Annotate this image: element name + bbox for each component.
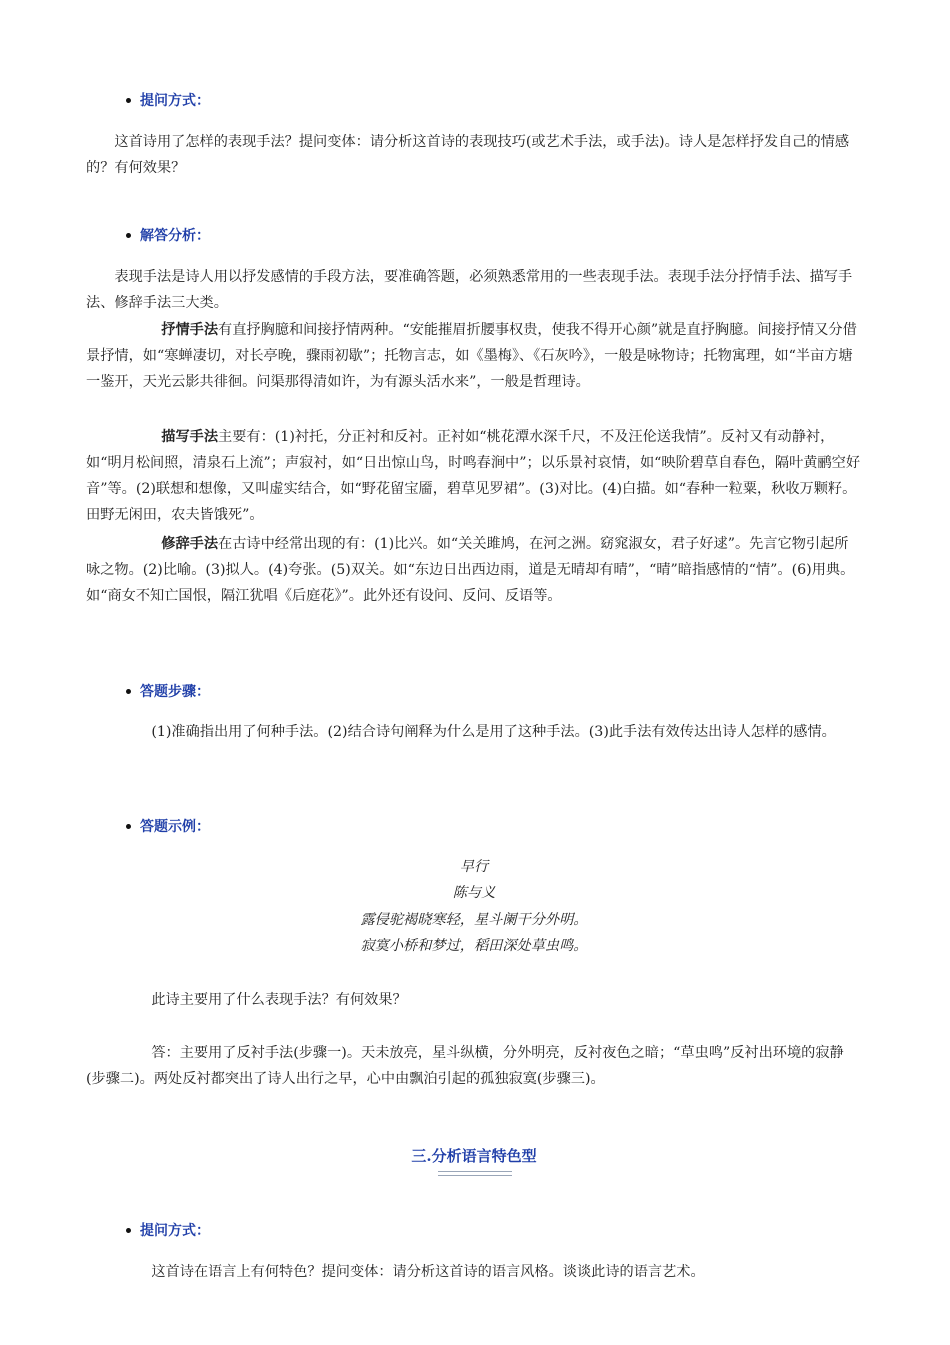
heading-label: 提问方式： (140, 93, 210, 109)
description-technique-paragraph (86, 424, 862, 528)
poem-title: 早行 (459, 859, 489, 875)
bullet-icon (126, 689, 131, 694)
heading-analysis (126, 225, 210, 245)
section-title: 三.分析语言特色型 (411, 1147, 537, 1165)
analysis-intro: 表现手法是诗人用以抒发感情的手段方法，要准确答题，必须熟悉常用的一些表现手法。表现手法分抒情手法、描写手法、修辞手法三大类。 (86, 269, 853, 311)
bullet-icon (126, 1228, 131, 1233)
question-format-text: 这首诗用了怎样的表现手法？提问变体：请分析这首诗的表现技巧(或艺术手法，或手法)。诗人是怎样抒发自己的情感的？有何效果？ (86, 134, 850, 176)
answer-steps-text: (1)准确指出用了何种手法。(2)结合诗句阐释为什么是用了这种手法。(3)此手法有效传达出诗人怎样的感情。 (151, 724, 836, 740)
poem-line: 寂寞小桥和梦过，稻田深处草虫鸣。 (360, 938, 588, 954)
heading-label: 提问方式： (140, 1223, 210, 1239)
heading-question-format-2 (126, 1220, 210, 1240)
example-question: 此诗主要用了什么表现手法？有何效果？ (151, 992, 407, 1008)
bullet-icon (126, 824, 131, 829)
rhetoric-technique-paragraph (86, 531, 862, 609)
heading-answer-steps (126, 681, 210, 701)
description-technique-term: 描写手法 (161, 429, 219, 445)
heading-question-format (126, 90, 210, 110)
lyric-technique-term: 抒情手法 (161, 322, 219, 338)
bullet-icon (126, 98, 131, 103)
rhetoric-technique-text: 在古诗中经常出现的有：(1)比兴。如“关关雎鸠，在河之洲。窈窕淑女，君子好逑”。先言它物引起所咏之物。(2)比喻。(3)拟人。(4)夸张。(5)双关。如“东边日出西边雨，道是无晴却有晴”，“晴”暗指感情的“情”。(6)用典。如“商女不知亡国恨，隔江犹唱《后庭花》”。此外还有设问、反问、反语等。 (86, 536, 855, 604)
example-answer: 答：主要用了反衬手法(步骤一)。天未放亮，星斗纵横，分外明亮，反衬夜色之暗；“草虫鸣”反衬出环境的寂静(步骤二)。两处反衬都突出了诗人出行之早，心中由飘泊引起的孤独寂寞(步骤三)。 (86, 1045, 844, 1087)
bullet-icon (126, 233, 131, 238)
description-technique-text: 主要有：(1)衬托，分正衬和反衬。正衬如“桃花潭水深千尺，不及汪伦送我情”。反衬又有动静衬，如“明月松间照，清泉石上流”；声寂衬，如“日出惊山鸟，时鸣春涧中”；以乐景衬哀情，如“映阶碧草自春色，隔叶黄鹂空好音”等。(2)联想和想像，又叫虚实结合，如“野花留宝靥，碧草见罗裙”。(3)对比。(4)白描。如“春种一粒粟，秋收万颗籽。田野无闲田，农夫皆饿死”。 (86, 429, 861, 523)
heading-label: 解答分析： (140, 228, 210, 244)
heading-label: 答题步骤： (140, 684, 210, 700)
lyric-technique-text: 有直抒胸臆和间接抒情两种。“安能摧眉折腰事权贵，使我不得开心颜”就是直抒胸臆。间接抒情又分借景抒情，如“寒蝉凄切，对长亭晚，骤雨初歇”；托物言志，如《墨梅》、《石灰吟》，一般是咏物诗；托物寓理，如“半亩方塘一鉴开，天光云影共徘徊。问渠那得清如许，为有源头活水来”，一般是哲理诗。 (86, 322, 857, 390)
lyric-technique-paragraph (86, 317, 862, 395)
poem-author: 陈与义 (452, 885, 496, 901)
heading-answer-example (126, 816, 210, 836)
heading-label: 答题示例： (140, 819, 210, 835)
poem-line: 露侵驼褐晓寒轻，星斗阑干分外明。 (360, 912, 588, 928)
section-title-underline (438, 1171, 512, 1176)
rhetoric-technique-term: 修辞手法 (161, 536, 219, 552)
question-format-text-2: 这首诗在语言上有何特色？提问变体：请分析这首诗的语言风格。谈谈此诗的语言艺术。 (151, 1264, 705, 1280)
